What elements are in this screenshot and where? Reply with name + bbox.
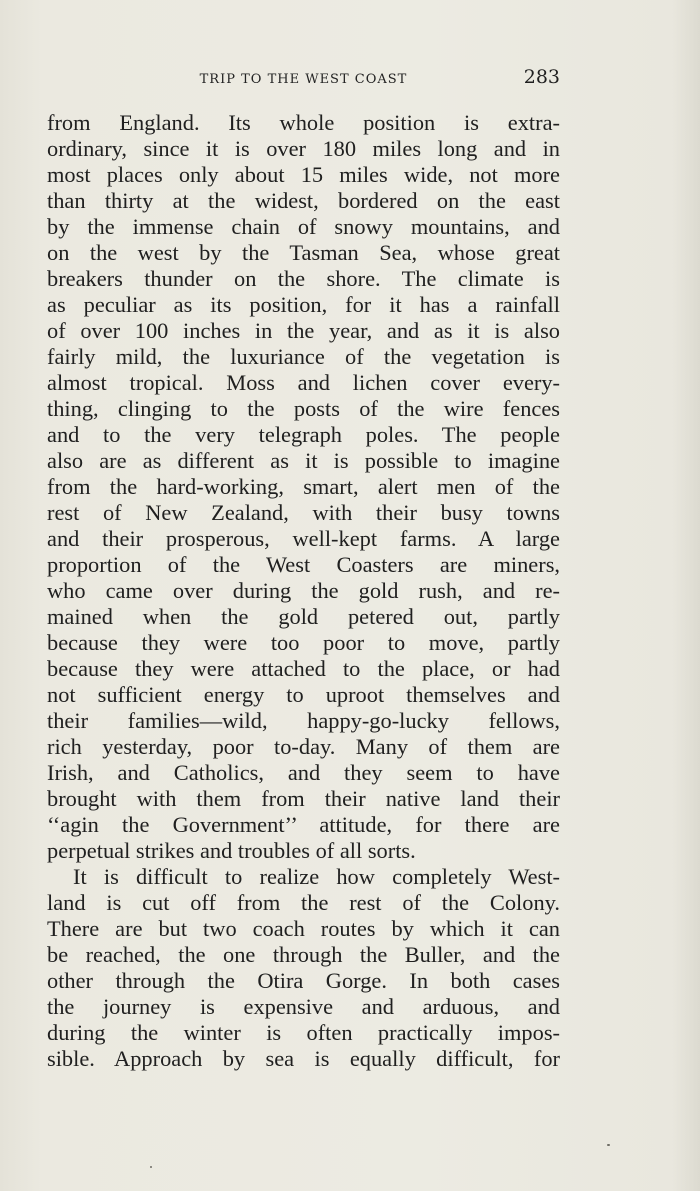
text-line: of over 100 inches in the year, and as it is also [47,318,560,343]
page-header [47,64,560,94]
text-line: and to the very telegraph poles. The people [47,422,560,447]
text-line: by the immense chain of snowy mountains, and [47,214,560,239]
text-line: not sufficient energy to uproot themselves and [47,682,560,707]
text-line: and their prosperous, well-kept farms. A large [47,526,560,551]
text-line: sible. Approach by sea is equally difficult, for [47,1046,560,1071]
text-line: fairly mild, the luxuriance of the vegetation is [47,344,560,369]
text-line: as peculiar as its position, for it has a rainfall [47,292,560,317]
text-line: because they were attached to the place, or had [47,656,560,681]
page-number: 283 [523,66,560,88]
text-line: breakers thunder on the shore. The climate is [47,266,560,291]
running-title: TRIP TO THE WEST COAST [199,72,408,87]
text-line: perpetual strikes and troubles of all sorts. [47,838,416,863]
text-line: their families—wild, happy-go-lucky fellows, [47,708,560,733]
text-line: thing, clinging to the posts of the wire fences [47,396,560,421]
text-line: There are but two coach routes by which it can [47,916,560,941]
text-line: mained when the gold petered out, partly [47,604,560,629]
text-line: Irish, and Catholics, and they seem to have [47,760,560,785]
body-text [47,110,560,1072]
text-line: also are as different as it is possible to imagine [47,448,560,473]
text-line: during the winter is often practically impos- [47,1020,560,1045]
text-line: rich yesterday, poor to-day. Many of them are [47,734,560,759]
text-line: ‘‘agin the Government’’ attitude, for there are [47,812,560,837]
text-line: who came over during the gold rush, and re- [47,578,560,603]
text-line: almost tropical. Moss and lichen cover every- [47,370,560,395]
text-line: rest of New Zealand, with their busy towns [47,500,560,525]
text-line: from the hard-working, smart, alert men of the [47,474,560,499]
text-line: It is difficult to realize how completely West- [73,864,560,889]
text-line: proportion of the West Coasters are miners, [47,552,560,577]
text-line: land is cut off from the rest of the Colony. [47,890,560,915]
paper-speck [150,1166,152,1168]
paper-speck [607,1144,610,1146]
text-line: other through the Otira Gorge. In both cases [47,968,560,993]
text-line: on the west by the Tasman Sea, whose great [47,240,560,265]
text-line: ordinary, since it is over 180 miles long and in [47,136,560,161]
text-line: than thirty at the widest, bordered on the east [47,188,560,213]
text-line: because they were too poor to move, partly [47,630,560,655]
text-line: be reached, the one through the Buller, and the [47,942,560,967]
text-line: brought with them from their native land their [47,786,560,811]
text-line: the journey is expensive and arduous, and [47,994,560,1019]
text-line: most places only about 15 miles wide, not more [47,162,560,187]
text-line: from England. Its whole position is extra- [47,110,560,135]
